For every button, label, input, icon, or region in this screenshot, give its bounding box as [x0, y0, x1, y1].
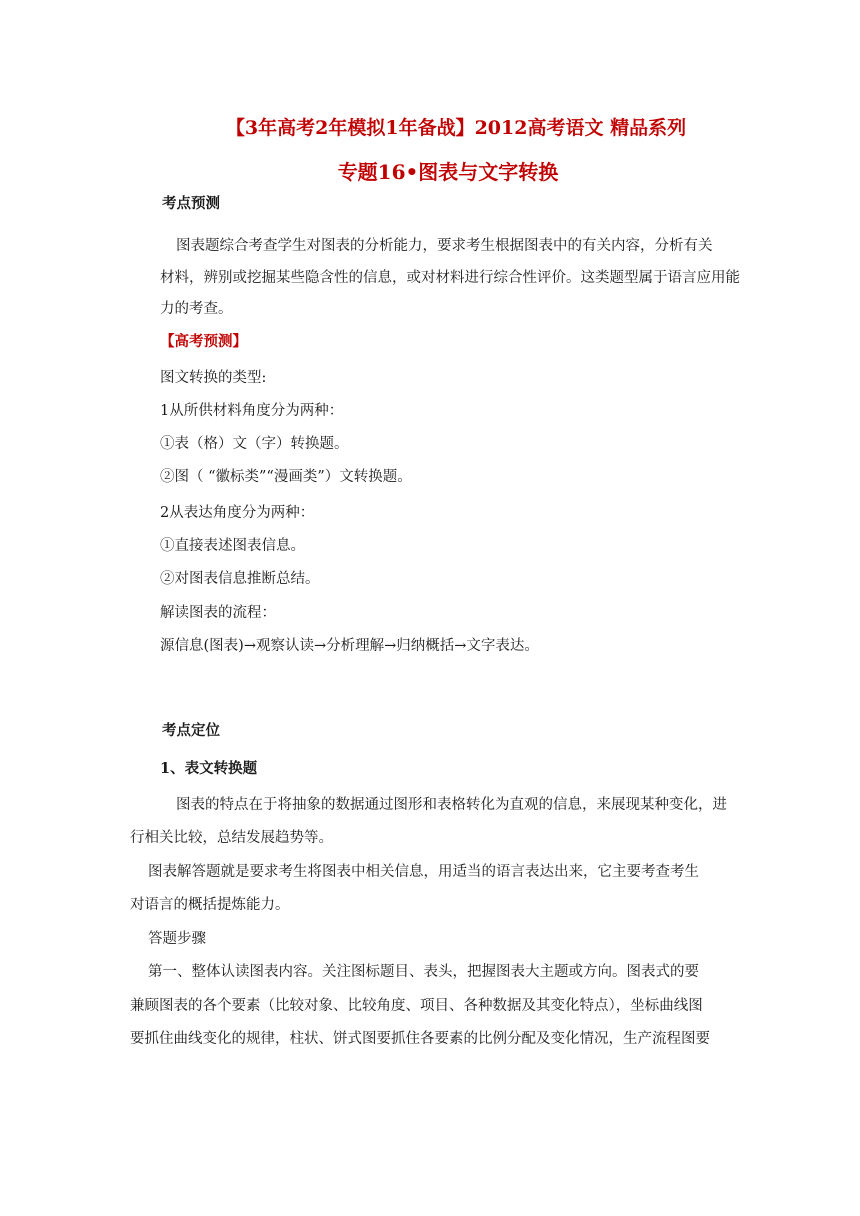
forecast-line: ②对图表信息推断总结。: [160, 571, 320, 587]
paragraph-line: 行相关比较，总结发展趋势等。: [130, 830, 333, 846]
forecast-line: 2从表达角度分为两种：: [160, 505, 315, 521]
intro-line: 材料，辨别或挖掘某些隐含性的信息，或对材料进行综合性评价。这类题型属于语言应用能: [160, 270, 740, 286]
forecast-line: 解读图表的流程：: [160, 605, 276, 621]
intro-line: 图表题综合考查学生对图表的分析能力，要求考生根据图表中的有关内容，分析有关: [176, 238, 713, 254]
paragraph-line: 第一、整体认读图表内容。关注图标题目、表头，把握图表大主题或方向。图表式的要: [148, 964, 699, 980]
paragraph-line: 图表的特点在于将抽象的数据通过图形和表格转化为直观的信息，来展现某种变化，进: [176, 797, 727, 813]
paragraph-line: 对语言的概括提炼能力。: [130, 897, 290, 913]
intro-line: 力的考查。: [160, 301, 233, 317]
section-heading-kaodian-yuce: 考点预测: [162, 195, 220, 212]
paragraph-line: 要抓住曲线变化的规律，柱状、饼式图要抓住各要素的比例分配及变化情况，生产流程图要: [130, 1031, 710, 1047]
forecast-line: ①直接表述图表信息。: [160, 538, 305, 554]
section-heading-kaodian-dingwei: 考点定位: [162, 722, 220, 739]
steps-heading: 答题步骤: [148, 931, 206, 947]
document-subtitle: 专题16•图表与文字转换: [337, 160, 559, 184]
forecast-heading: 【高考预测】: [160, 333, 247, 350]
subsection-heading: 1、表文转换题: [160, 760, 258, 777]
forecast-line: 1从所供材料角度分为两种：: [160, 403, 344, 419]
paragraph-line: 图表解答题就是要求考生将图表中相关信息，用适当的语言表达出来，它主要考查考生: [148, 864, 699, 880]
forecast-line: ①表（格）文（字）转换题。: [160, 436, 349, 452]
forecast-line: ②图（ “徽标类”“漫画类”）文转换题。: [160, 469, 412, 485]
forecast-line: 源信息(图表)→观察认读→分析理解→归纳概括→文字表达。: [160, 638, 539, 654]
forecast-line: 图文转换的类型:: [160, 370, 267, 386]
document-title: 【3年高考2年模拟1年备战】2012高考语文 精品系列: [225, 117, 687, 139]
paragraph-line: 兼顾图表的各个要素（比较对象、比较角度、项目、各种数据及其变化特点），坐标曲线图: [130, 998, 703, 1014]
